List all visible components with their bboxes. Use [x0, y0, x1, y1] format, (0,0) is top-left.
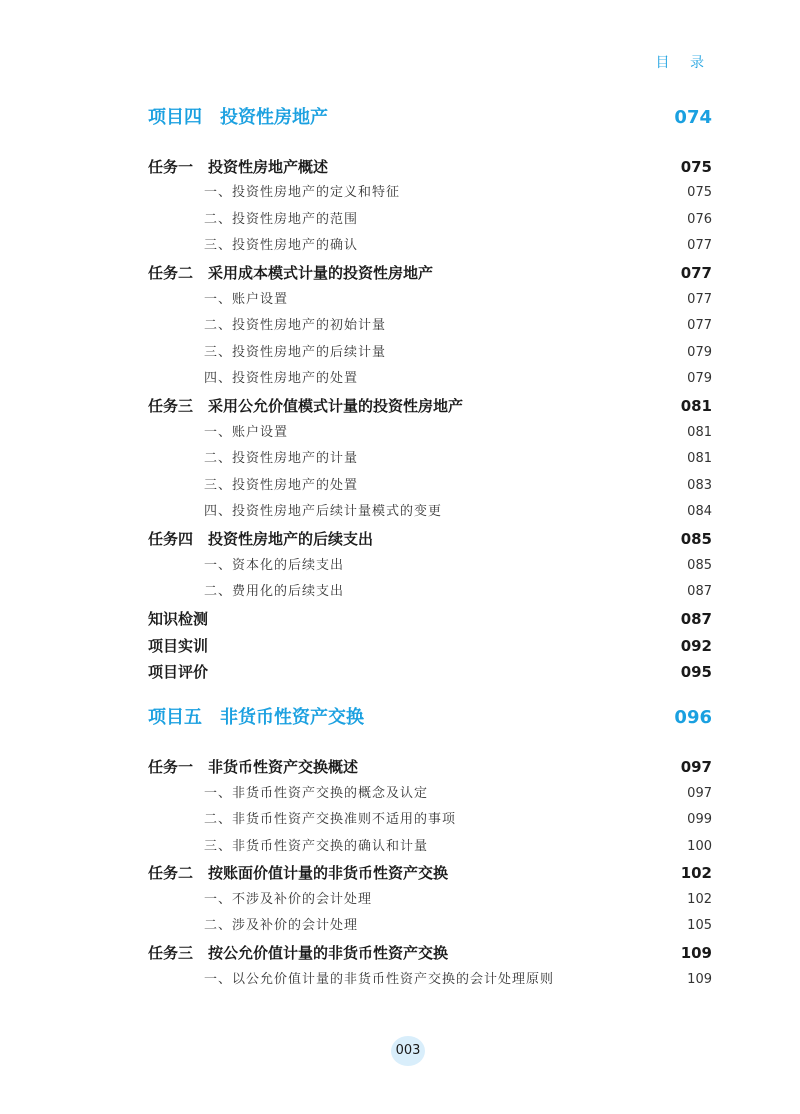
- item-page: 084: [687, 504, 712, 519]
- extra-title: 项目实训: [148, 637, 209, 655]
- task-page: 081: [680, 397, 712, 415]
- toc-task[interactable]: [148, 155, 712, 179]
- toc-item[interactable]: [148, 835, 712, 859]
- extra-page: 087: [680, 610, 712, 628]
- item-page: 075: [687, 185, 712, 200]
- toc-extra-project-evaluation[interactable]: [148, 660, 712, 684]
- item-page: 099: [687, 812, 712, 827]
- project-page: 096: [674, 707, 712, 728]
- item-title: 一、非货币性资产交换的概念及认定: [204, 786, 429, 801]
- extra-title: 知识检测: [148, 610, 209, 628]
- item-title: 一、账户设置: [204, 425, 289, 440]
- toc-item[interactable]: [148, 314, 712, 338]
- item-title: 一、不涉及补价的会计处理: [204, 892, 373, 907]
- toc-item[interactable]: [148, 421, 712, 445]
- toc-task[interactable]: [148, 527, 712, 551]
- item-title: 二、费用化的后续支出: [204, 584, 345, 599]
- toc-item[interactable]: [148, 888, 712, 912]
- item-page: 109: [687, 972, 712, 987]
- item-page: 085: [687, 558, 712, 573]
- toc-item[interactable]: [148, 500, 712, 524]
- toc-header: 目 录: [655, 55, 712, 71]
- item-title: 三、投资性房地产的后续计量: [204, 345, 387, 360]
- item-title: 三、投资性房地产的处置: [204, 478, 359, 493]
- task-title: 任务二 采用成本模式计量的投资性房地产: [148, 264, 434, 282]
- item-title: 三、非货币性资产交换的确认和计量: [204, 839, 429, 854]
- task-title: 任务四 投资性房地产的后续支出: [148, 530, 374, 548]
- task-title: 任务一 非货币性资产交换概述: [148, 758, 359, 776]
- item-page: 076: [687, 212, 712, 227]
- toc-task[interactable]: [148, 861, 712, 885]
- item-page: 077: [687, 292, 712, 307]
- toc-task[interactable]: [148, 394, 712, 418]
- item-page: 083: [687, 478, 712, 493]
- item-title: 二、投资性房地产的范围: [204, 212, 359, 227]
- task-title: 任务三 采用公允价值模式计量的投资性房地产: [148, 397, 464, 415]
- project-title: 项目五 非货币性资产交换: [148, 707, 364, 728]
- toc-task[interactable]: [148, 941, 712, 965]
- toc-task[interactable]: [148, 261, 712, 285]
- toc-item[interactable]: [148, 447, 712, 471]
- task-page: 097: [680, 758, 712, 776]
- toc-item[interactable]: [148, 914, 712, 938]
- toc-task[interactable]: [148, 755, 712, 779]
- item-page: 105: [687, 918, 712, 933]
- item-title: 一、投资性房地产的定义和特征: [204, 185, 401, 200]
- item-title: 一、资本化的后续支出: [204, 558, 345, 573]
- item-page: 081: [687, 425, 712, 440]
- toc-item[interactable]: [148, 554, 712, 578]
- task-title: 任务三 按公允价值计量的非货币性资产交换: [148, 944, 449, 962]
- page-number: 003: [391, 1036, 425, 1066]
- extra-page: 092: [680, 637, 712, 655]
- toc-item[interactable]: [148, 208, 712, 232]
- toc-item[interactable]: [148, 580, 712, 604]
- item-title: 一、账户设置: [204, 292, 289, 307]
- item-page: 077: [687, 238, 712, 253]
- toc-extra-knowledge-check[interactable]: [148, 607, 712, 631]
- task-title: 任务二 按账面价值计量的非货币性资产交换: [148, 864, 449, 882]
- item-page: 087: [687, 584, 712, 599]
- item-page: 100: [687, 839, 712, 854]
- project-page: 074: [674, 107, 712, 128]
- item-page: 079: [687, 371, 712, 386]
- item-title: 一、以公允价值计量的非货币性资产交换的会计处理原则: [204, 972, 555, 987]
- task-page: 075: [680, 158, 712, 176]
- toc-item[interactable]: [148, 181, 712, 205]
- toc-item[interactable]: [148, 234, 712, 258]
- item-title: 三、投资性房地产的确认: [204, 238, 359, 253]
- item-title: 二、投资性房地产的初始计量: [204, 318, 387, 333]
- toc-item[interactable]: [148, 808, 712, 832]
- item-page: 077: [687, 318, 712, 333]
- toc-project-4[interactable]: [148, 106, 712, 130]
- task-title: 任务一 投资性房地产概述: [148, 158, 329, 176]
- item-page: 081: [687, 451, 712, 466]
- task-page: 077: [680, 264, 712, 282]
- toc-item[interactable]: [148, 474, 712, 498]
- task-page: 085: [680, 530, 712, 548]
- item-page: 097: [687, 786, 712, 801]
- toc-item[interactable]: [148, 367, 712, 391]
- task-page: 109: [680, 944, 712, 962]
- item-title: 二、投资性房地产的计量: [204, 451, 359, 466]
- item-title: 四、投资性房地产的处置: [204, 371, 359, 386]
- toc-item[interactable]: [148, 341, 712, 365]
- toc-item[interactable]: [148, 782, 712, 806]
- toc-project-5[interactable]: [148, 706, 712, 730]
- item-title: 四、投资性房地产后续计量模式的变更: [204, 504, 443, 519]
- extra-page: 095: [680, 663, 712, 681]
- toc-item[interactable]: [148, 288, 712, 312]
- item-title: 二、涉及补价的会计处理: [204, 918, 359, 933]
- item-page: 102: [687, 892, 712, 907]
- extra-title: 项目评价: [148, 663, 209, 681]
- toc-item[interactable]: [148, 968, 712, 992]
- project-title: 项目四 投资性房地产: [148, 107, 328, 128]
- task-page: 102: [680, 864, 712, 882]
- toc-extra-project-training[interactable]: [148, 634, 712, 658]
- item-title: 二、非货币性资产交换准则不适用的事项: [204, 812, 457, 827]
- item-page: 079: [687, 345, 712, 360]
